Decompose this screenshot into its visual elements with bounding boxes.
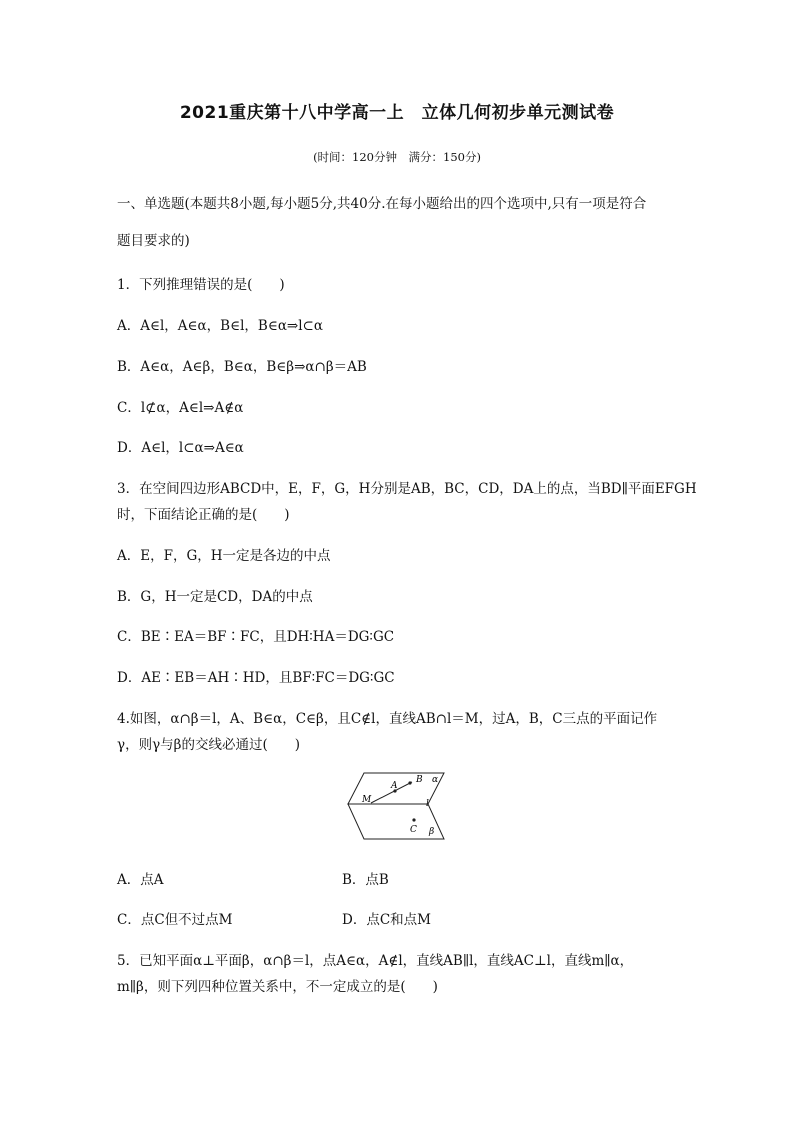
q3-stem-cont: 时，下面结论正确的是( ) — [117, 507, 290, 523]
q4-option-c: C．点C但不过点M — [117, 912, 233, 928]
q3-stem: 3．在空间四边形ABCD中，E，F，G，H分别是AB，BC，CD，DA上的点，当BD∥平面EFGH — [117, 481, 697, 497]
q1-option-b: B．A∈α，A∈β，B∈α，B∈β⇒α∩β＝AB — [117, 359, 367, 375]
q1-option-c: C．l⊄α，A∈l⇒A∉α — [117, 400, 244, 416]
planes-diagram — [344, 770, 454, 845]
label-c: C — [410, 825, 417, 835]
q5-stem: 5．已知平面α⊥平面β，α∩β＝l，点A∈α，A∉l，直线AB∥l，直线AC⊥l，直线m∥α， — [117, 953, 634, 969]
label-b: B — [416, 775, 423, 785]
page-title: 2021重庆第十八中学高一上 立体几何初步单元测试卷 — [179, 103, 615, 123]
q1-stem: 1．下列推理错误的是( ) — [117, 277, 285, 293]
q3-option-d: D．AE∶EB＝AH∶HD，且BF∶FC＝DG∶GC — [117, 670, 395, 686]
label-beta: β — [429, 827, 435, 837]
label-a: A — [391, 781, 398, 791]
q3-option-c: C．BE∶EA＝BF∶FC，且DH∶HA＝DG∶GC — [117, 629, 395, 645]
section-heading-cont: 题目要求的) — [117, 233, 190, 249]
q1-option-d: D．A∈l，l⊂α⇒A∈α — [117, 440, 244, 456]
section-heading: 一、单选题(本题共8小题,每小题5分,共40分.在每小题给出的四个选项中,只有一项是符合 — [117, 196, 647, 212]
q4-stem-cont: γ，则γ与β的交线必通过( ) — [117, 737, 300, 753]
exam-info: (时间：120分钟 满分：150分) — [313, 150, 481, 164]
planes-figure — [344, 770, 454, 849]
q4-stem: 4.如图，α∩β＝l，A、B∈α，C∈β，且C∉l，直线AB∩l＝M，过A，B，C三点的平面记作 — [117, 711, 658, 727]
label-alpha: α — [432, 775, 439, 785]
q4-option-d: D．点C和点M — [342, 912, 431, 928]
q4-option-a: A．点A — [117, 872, 164, 888]
q4-option-b: B．点B — [342, 872, 389, 888]
q3-option-a: A．E，F，G，H一定是各边的中点 — [117, 548, 331, 564]
label-m: M — [362, 795, 372, 805]
q5-stem-cont: m∥β，则下列四种位置关系中，不一定成立的是( ) — [117, 979, 438, 995]
q1-option-a: A．A∈l，A∈α，B∈l，B∈α⇒l⊂α — [117, 318, 323, 334]
point-b — [408, 781, 411, 784]
point-c — [412, 818, 415, 821]
q3-option-b: B．G，H一定是CD，DA的中点 — [117, 589, 313, 605]
label-l: l — [426, 799, 429, 809]
